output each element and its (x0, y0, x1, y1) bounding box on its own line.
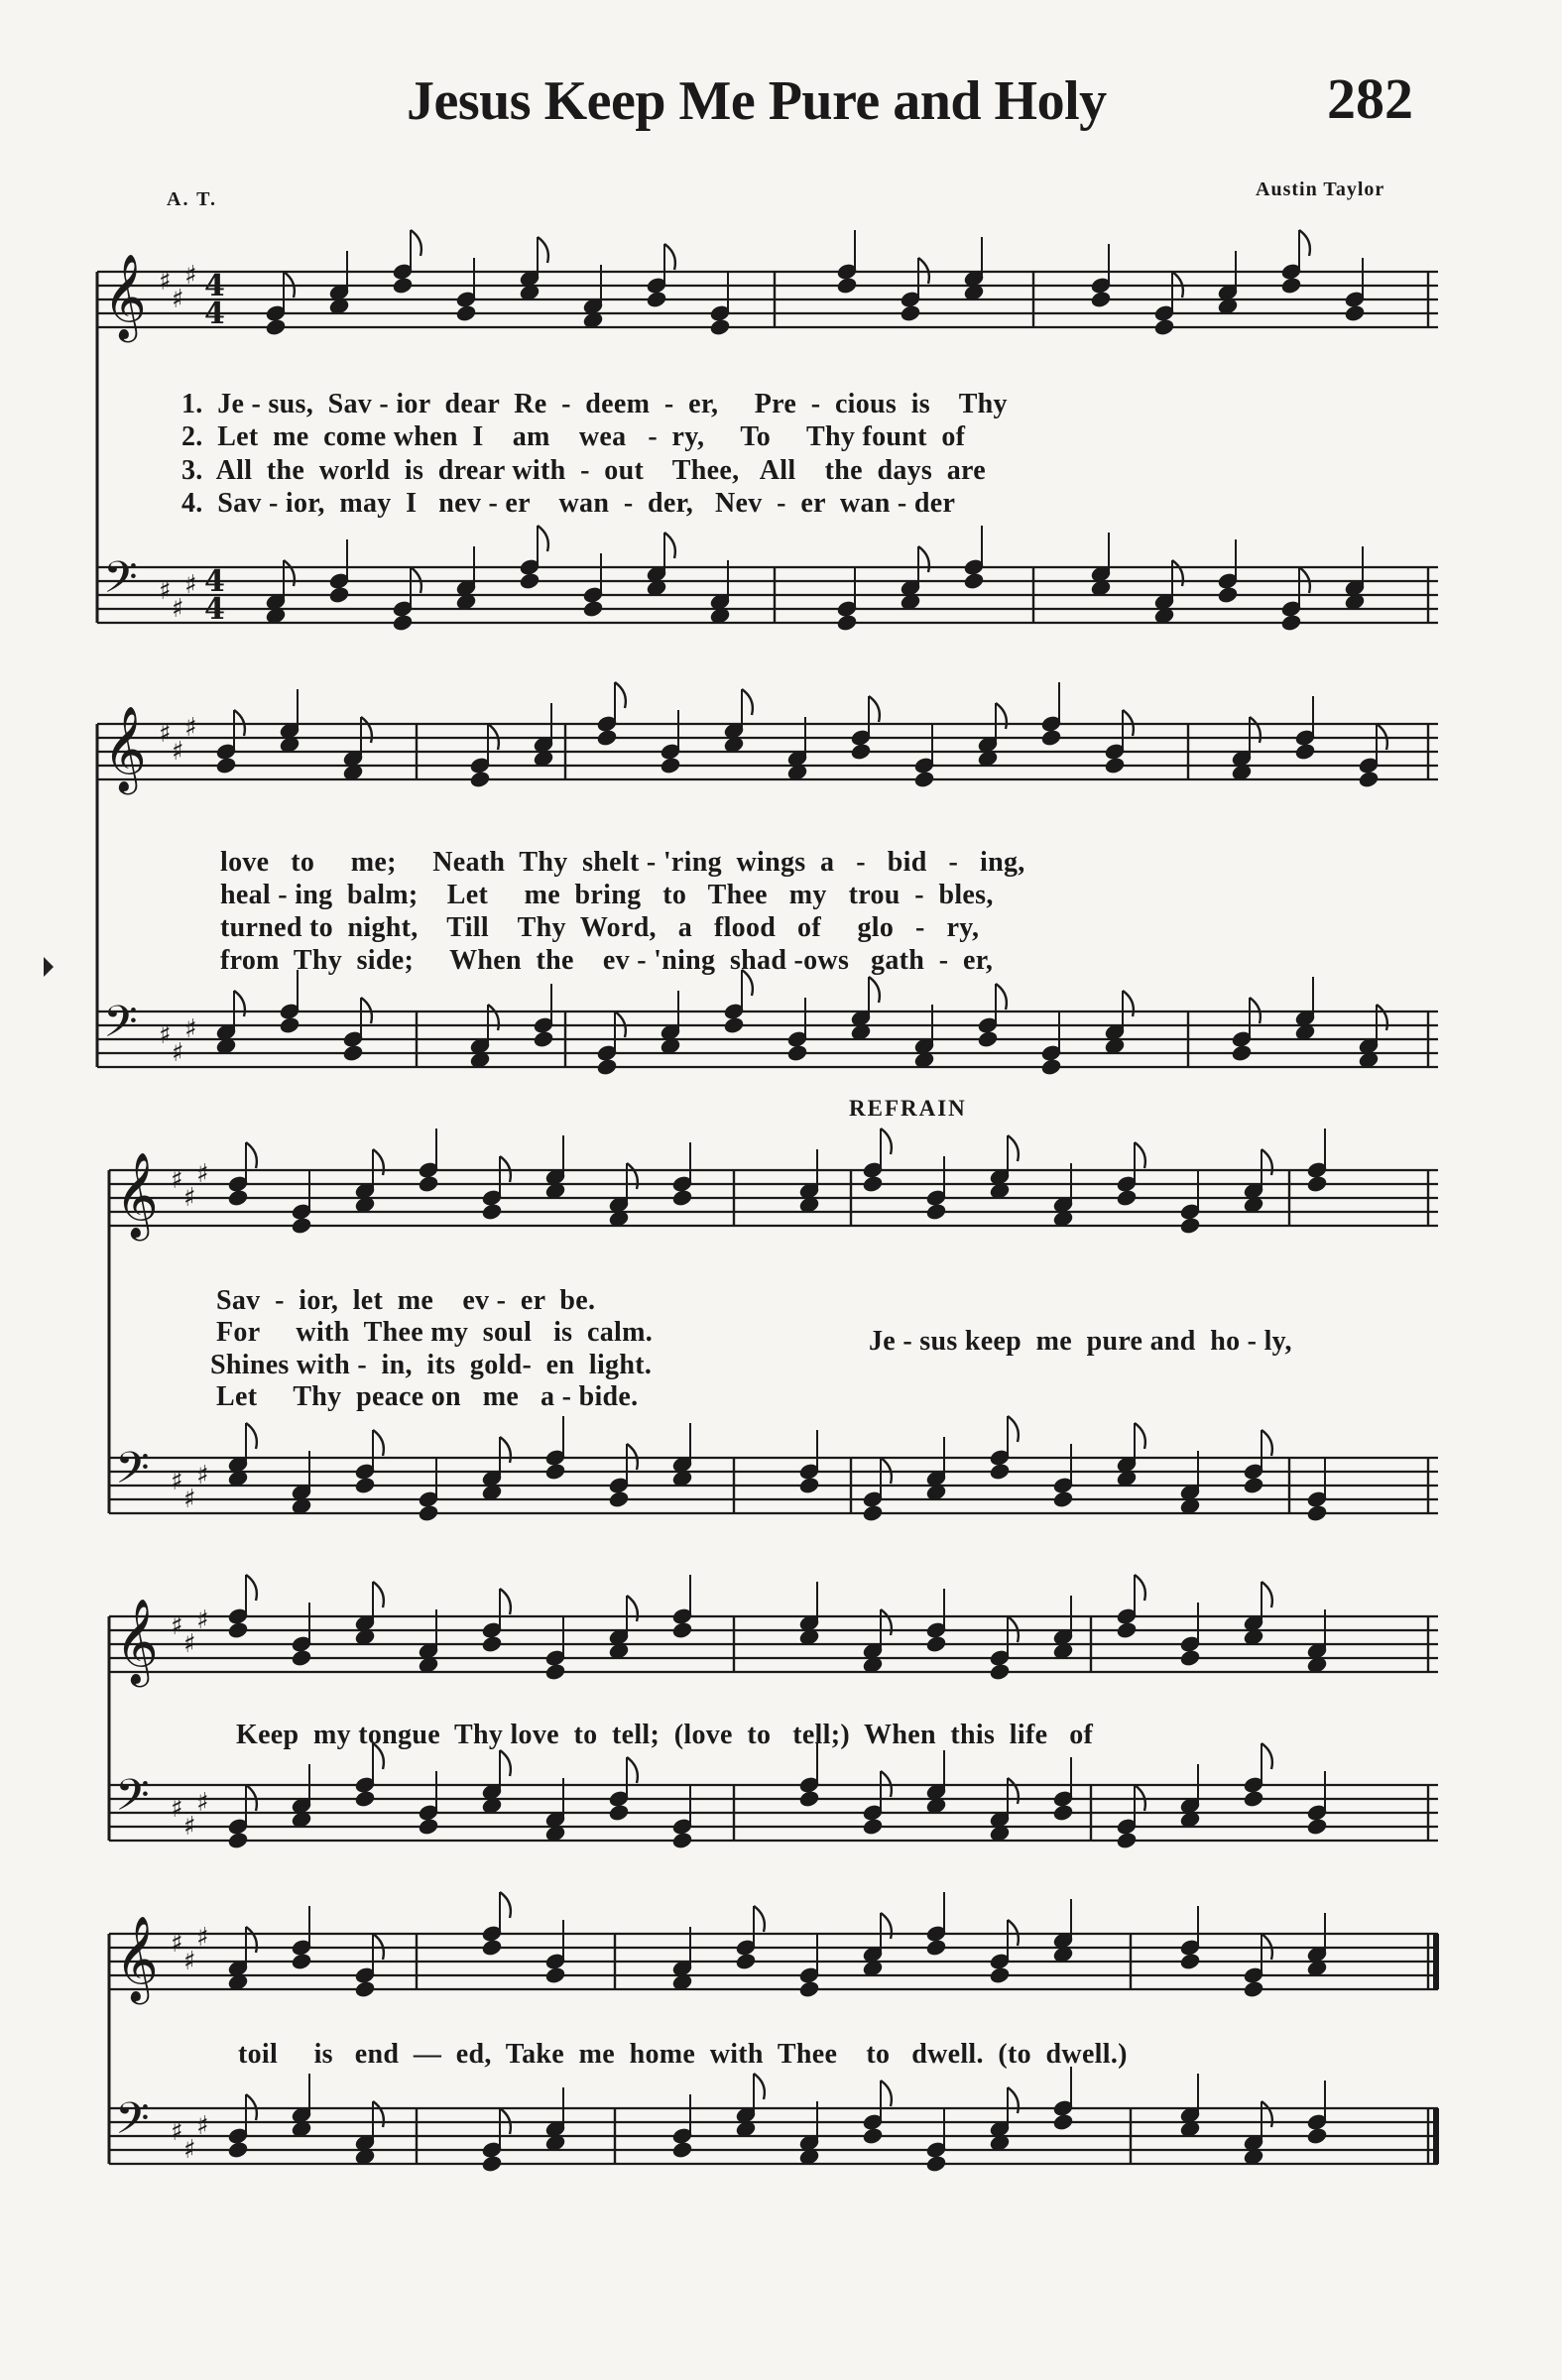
note-head (1052, 2113, 1073, 2131)
author-initials: A. T. (167, 188, 217, 210)
sharp-icon: ♯ (184, 1014, 197, 1044)
note-flag (869, 977, 880, 1003)
lyric-s4-refrain: Keep my tongue Thy love to tell; (love to tell;) When this life of (236, 1720, 1094, 1750)
note-head (862, 1504, 883, 1522)
note-head (596, 729, 617, 747)
bass-clef-icon: 𝄢 (115, 1442, 150, 1504)
note-head (1243, 1477, 1263, 1494)
note-head (265, 318, 286, 336)
sharp-icon: ♯ (196, 2111, 209, 2141)
note-head (900, 304, 920, 322)
note-head (925, 1635, 946, 1653)
lyric-s3-v3: Shines with - in, its gold- en light. (210, 1350, 653, 1380)
note-head (925, 1939, 946, 1957)
note-flag (373, 2101, 384, 2127)
sharp-icon: ♯ (159, 267, 172, 297)
bass-clef-icon: 𝄢 (115, 2092, 150, 2155)
note-head (798, 1790, 819, 1808)
note-head (723, 1016, 744, 1034)
lyric-s1-v2: 2. Let me come when I am wea - ry, To Thy fount of (181, 421, 966, 452)
note-flag (246, 1423, 257, 1449)
sharp-icon: ♯ (171, 1611, 183, 1641)
note-head (596, 1058, 617, 1076)
note-head (533, 1030, 553, 1048)
note-flag (881, 1129, 892, 1154)
note-head (519, 572, 540, 590)
note-flag (500, 1892, 511, 1918)
sharp-icon: ♯ (172, 285, 184, 314)
note-head (392, 277, 413, 295)
note-head (418, 1818, 438, 1836)
bass-clef-icon: 𝄢 (103, 996, 138, 1058)
lyric-s3-v1: Sav - ior, let me ev - er be. (216, 1285, 596, 1316)
note-head (418, 1175, 438, 1193)
lyric-s5-refrain: toil is end — ed, Take me home with Thee to dwell. (to dwell.) (238, 2039, 1128, 2070)
note-flag (500, 1589, 511, 1614)
refrain-label: REFRAIN (849, 1096, 967, 1121)
lyric-s2-v1: love to me; Neath Thy shelt - 'ring wings a - bid - ing, (220, 847, 1025, 878)
note-head (913, 771, 934, 788)
note-head (342, 1044, 363, 1062)
sharp-icon: ♯ (183, 1183, 196, 1213)
note-flag (1135, 1423, 1145, 1449)
note-flag (664, 533, 675, 558)
note-head (279, 1016, 300, 1034)
sharp-icon: ♯ (172, 737, 184, 767)
lyric-s1-v3: 3. All the world is drear with - out Thee, All the days are (181, 455, 986, 486)
note-head (1052, 1490, 1073, 1508)
note-head (989, 1966, 1010, 1984)
sharp-icon: ♯ (184, 570, 197, 600)
bass-clef-icon: 𝄢 (115, 1769, 150, 1832)
sharp-icon: ♯ (171, 1929, 183, 1959)
note-head (481, 1939, 502, 1957)
treble-clef-icon: 𝄞 (103, 254, 147, 339)
treble-clef-icon: 𝄞 (103, 706, 147, 791)
treble-clef-icon: 𝄞 (115, 1152, 159, 1238)
note-head (786, 1044, 807, 1062)
hymn-number: 282 (1327, 66, 1413, 131)
sharp-icon: ♯ (184, 713, 197, 743)
note-flag (373, 1430, 384, 1456)
sharp-icon: ♯ (183, 1812, 196, 1842)
note-head (354, 1790, 375, 1808)
sharp-icon: ♯ (196, 1461, 209, 1490)
note-head (469, 771, 490, 788)
note-flag (615, 682, 626, 708)
note-head (671, 1189, 692, 1207)
note-flag (500, 1750, 511, 1776)
bass-clef-icon: 𝄢 (103, 551, 138, 614)
note-head (989, 1463, 1010, 1481)
note-flag (538, 237, 548, 263)
lyric-s3-v2: For with Thee my soul is calm. (216, 1317, 653, 1348)
note-head (1280, 614, 1301, 632)
note-head (392, 614, 413, 632)
sharp-icon: ♯ (196, 1606, 209, 1635)
note-head (798, 1980, 819, 1998)
note-flag (246, 1142, 257, 1168)
note-head (862, 1175, 883, 1193)
treble-clef-icon: 𝄞 (115, 1599, 159, 1684)
note-head (1116, 1189, 1137, 1207)
lyric-s2-v2: heal - ing balm; Let me bring to Thee my trou - bles, (220, 880, 994, 910)
note-head (1153, 318, 1174, 336)
note-head (735, 1953, 756, 1970)
note-head (1179, 1649, 1200, 1667)
note-head (544, 1463, 565, 1481)
sharp-icon: ♯ (196, 1923, 209, 1953)
note-flag (754, 2074, 765, 2099)
lyric-s1-v1: 1. Je - sus, Sav - ior dear Re - deem - er, Pre - cious is Thy (181, 389, 1008, 419)
note-head (481, 1203, 502, 1221)
note-head (291, 1953, 311, 1970)
note-head (1179, 1217, 1200, 1235)
note-flag (1135, 1142, 1145, 1168)
sharp-icon: ♯ (172, 594, 184, 624)
note-flag (373, 1582, 384, 1607)
note-head (925, 2155, 946, 2173)
note-head (1306, 1818, 1327, 1836)
lyric-s3-v4: Let Thy peace on me a - bide. (216, 1381, 639, 1412)
sharp-icon: ♯ (196, 1788, 209, 1818)
note-head (1231, 1044, 1252, 1062)
note-head (1217, 586, 1238, 604)
note-flag (627, 1757, 638, 1783)
note-flag (1008, 2087, 1019, 2113)
note-head (862, 1818, 883, 1836)
time-signature-digit: 4 (204, 592, 225, 627)
note-head (418, 1504, 438, 1522)
sharp-icon: ♯ (159, 719, 172, 749)
note-head (328, 586, 349, 604)
note-head (582, 600, 603, 618)
note-flag (411, 230, 421, 256)
note-head (481, 2155, 502, 2173)
note-flag (1008, 1416, 1019, 1442)
note-head (1040, 729, 1061, 747)
note-head (1358, 771, 1379, 788)
sharp-icon: ♯ (159, 576, 172, 606)
hymn-title: Jesus Keep Me Pure and Holy (407, 70, 1107, 132)
note-head (354, 1477, 375, 1494)
sharp-icon: ♯ (183, 1947, 196, 1976)
note-head (291, 1649, 311, 1667)
note-head (227, 1832, 248, 1849)
note-flag (538, 526, 548, 551)
note-flag (1262, 1743, 1272, 1769)
treble-clef-icon: 𝄞 (115, 1916, 159, 2001)
note-flag (1262, 1582, 1272, 1607)
lyric-s1-v4: 4. Sav - ior, may I nev - er wan - der, Nev - er wan - der (181, 488, 956, 519)
note-head (227, 1189, 248, 1207)
note-head (544, 1966, 565, 1984)
note-head (646, 291, 666, 308)
sharp-icon: ♯ (183, 2135, 196, 2165)
time-signature-digit: 4 (204, 564, 225, 599)
note-head (291, 1217, 311, 1235)
note-flag (1299, 230, 1310, 256)
note-flag (742, 689, 753, 715)
author-name: Austin Taylor (1256, 178, 1385, 200)
note-head (227, 2141, 248, 2159)
sharp-icon: ♯ (196, 1159, 209, 1189)
note-head (862, 2127, 883, 2145)
lyric-s2-v4: from Thy side; When the ev - 'ning shad -ows gath - er, (220, 945, 994, 976)
note-head (1243, 1790, 1263, 1808)
sharp-icon: ♯ (171, 1794, 183, 1824)
note-flag (1008, 1135, 1019, 1161)
note-head (1052, 1804, 1073, 1822)
note-head (1179, 1953, 1200, 1970)
note-head (354, 1980, 375, 1998)
note-flag (996, 984, 1007, 1010)
note-flag (1135, 1575, 1145, 1601)
lyric-s2-v3: turned to night, Till Thy Word, a flood of glo - ry, (220, 912, 980, 943)
note-head (1280, 277, 1301, 295)
note-head (836, 614, 857, 632)
note-head (1116, 1621, 1137, 1639)
note-head (671, 2141, 692, 2159)
note-head (455, 304, 476, 322)
sharp-icon: ♯ (183, 1485, 196, 1514)
note-head (227, 1621, 248, 1639)
note-head (215, 757, 236, 774)
note-head (1344, 304, 1365, 322)
note-head (963, 572, 984, 590)
sharp-icon: ♯ (171, 2117, 183, 2147)
note-head (1306, 1175, 1327, 1193)
time-signature-digit: 4 (204, 297, 225, 331)
sharp-icon: ♯ (159, 1020, 172, 1050)
note-flag (754, 1906, 765, 1932)
note-flag (869, 696, 880, 722)
note-head (1040, 1058, 1061, 1076)
note-head (608, 1804, 629, 1822)
note-flag (881, 2081, 892, 2106)
note-head (709, 318, 730, 336)
note-head (1243, 1980, 1263, 1998)
note-head (989, 1663, 1010, 1681)
note-head (544, 1663, 565, 1681)
note-head (1294, 743, 1315, 761)
note-head (977, 1030, 998, 1048)
note-flag (1262, 1430, 1272, 1456)
sharp-icon: ♯ (183, 1629, 196, 1659)
note-head (608, 1490, 629, 1508)
note-head (798, 1477, 819, 1494)
note-head (1090, 291, 1111, 308)
note-head (660, 757, 680, 774)
sharp-icon: ♯ (184, 261, 197, 291)
note-head (671, 1621, 692, 1639)
time-signature-digit: 4 (204, 269, 225, 303)
sharp-icon: ♯ (172, 1038, 184, 1068)
note-head (925, 1203, 946, 1221)
note-head (671, 1832, 692, 1849)
note-flag (1262, 2101, 1272, 2127)
note-flag (664, 244, 675, 270)
sharp-icon: ♯ (171, 1467, 183, 1496)
lyric-s3-refrain: Je - sus keep me pure and ho - ly, (869, 1326, 1292, 1357)
note-head (836, 277, 857, 295)
note-head (481, 1635, 502, 1653)
note-head (1306, 2127, 1327, 2145)
note-head (1104, 757, 1125, 774)
note-head (850, 743, 871, 761)
note-flag (246, 1575, 257, 1601)
sharp-icon: ♯ (171, 1165, 183, 1195)
note-head (1116, 1832, 1137, 1849)
note-head (1306, 1504, 1327, 1522)
